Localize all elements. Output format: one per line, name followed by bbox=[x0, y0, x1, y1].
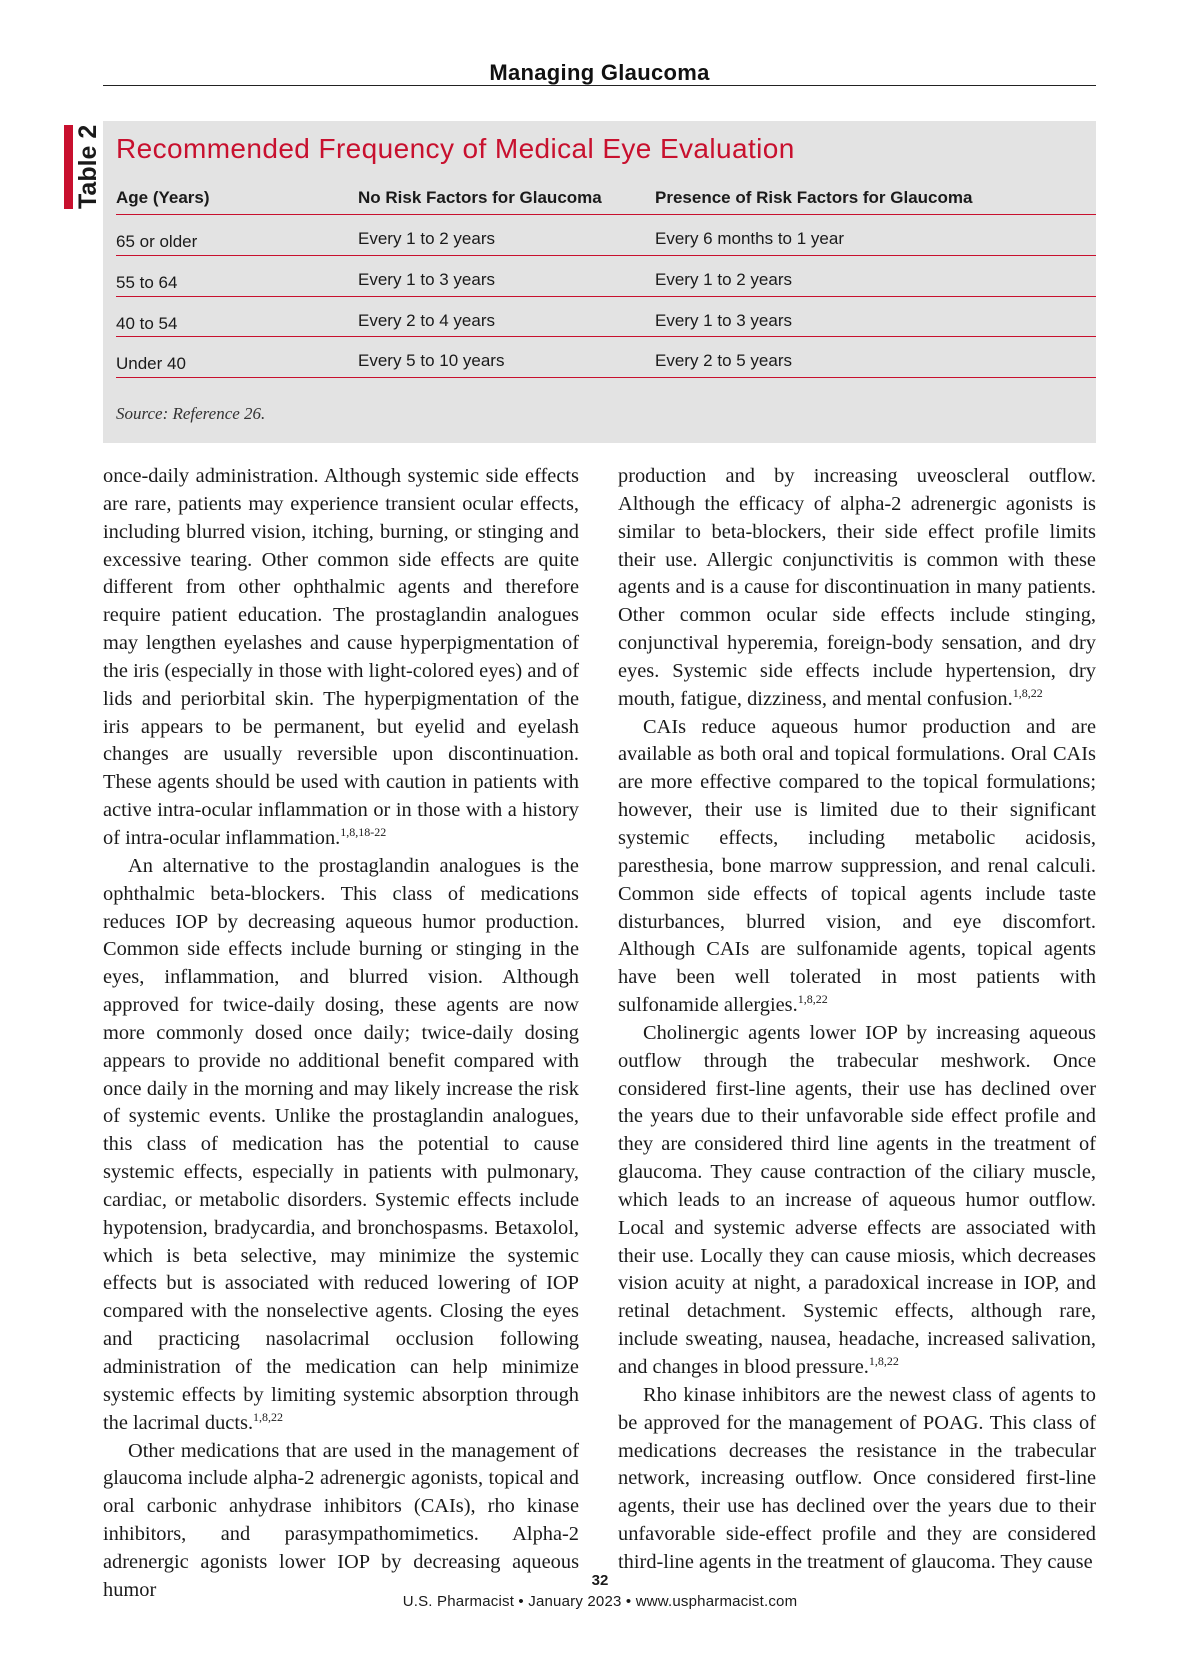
body-paragraph: Other medications that are used in the management of glaucoma include alpha-2 adrenergic agonists, topical and oral carbonic anhydrase inhibitors (CAIs), rho kinase inhibitors, and parasympathomimetics. Alpha-2 adrenergic agonists lower IOP by decreasing aqueous humor bbox=[103, 1439, 579, 1601]
table-cell: 55 to 64 bbox=[116, 273, 178, 292]
row-divider bbox=[116, 214, 1096, 215]
row-divider bbox=[116, 377, 1096, 378]
body-paragraph: Cholinergic agents lower IOP by increasing aqueous outflow through the trabecular meshwork. Once considered first-line agents, their use has declined over the years due to their unfavorable side effect profile and they are considered third line agents in the treatment of glaucoma. They cause contraction of the ciliary muscle, which leads to an increase of aqueous humor outflow. Local and systemic adverse effects are associated with their use. Locally they can cause miosis, which decreases vision acuity at night, a paradoxical increase in IOP, and retinal detachment. Systemic effects, although rare, include sweating, nausea, headache, increased salivation, and changes in blood pressure.$^{1,8,22}$ bbox=[618, 1021, 1096, 1378]
body-paragraph: production and by increasing uveoscleral outflow. Although the efficacy of alpha-2 adrenergic agonists is similar to beta-blockers, their side effect profile limits their use. Allergic conjunctivitis is common with these agents and is a cause for discontinuation in many patients. Other common ocular side effects include stinging, conjunctival hyperemia, foreign-body sensation, and dry eyes. Systemic side effects include hypertension, dry mouth, fatigue, dizziness, and mental confusion.$^{1,8,22}$ bbox=[618, 465, 1096, 710]
citation: 1,8,22 bbox=[1012, 685, 1043, 700]
header-rule bbox=[103, 85, 1096, 86]
table-cell: Every 1 to 2 years bbox=[358, 229, 496, 248]
recommendation-table bbox=[103, 121, 1096, 443]
body-paragraph: CAIs reduce aqueous humor production and are available as both oral and topical formulations. Oral CAIs are more effective compared to the topical formulations; however, their use is limited due to their significant systemic effects, including metabolic acidosis, paresthesia, bone marrow suppression, and renal calculi. Common side effects of topical agents include taste disturbances, blurred vision, and eye discomfort. Although CAIs are sulfonamide agents, topical agents have been well tolerated in most patients with sulfonamide allergies.$^{1,8,22}$ bbox=[618, 715, 1096, 1017]
page-number: 32 bbox=[591, 1572, 609, 1589]
table-label-accent-bar bbox=[64, 125, 73, 209]
column-header-no-risk: No Risk Factors for Glaucoma bbox=[358, 188, 602, 207]
table-cell: 65 or older bbox=[116, 232, 198, 251]
table-cell: Every 6 months to 1 year bbox=[655, 229, 844, 248]
citation: 1,8,22 bbox=[868, 1354, 899, 1368]
table-source-note: Source: Reference 26. bbox=[116, 404, 266, 423]
table-cell: 40 to 54 bbox=[116, 314, 178, 333]
row-divider bbox=[116, 336, 1096, 337]
table-cell: Every 2 to 5 years bbox=[655, 351, 793, 370]
table-label-text: Table 2 bbox=[74, 124, 102, 210]
table-cell: Every 5 to 10 years bbox=[358, 351, 505, 370]
body-paragraph: An alternative to the prostaglandin analogues is the ophthalmic beta-blockers. This class of medications reduces IOP by decreasing aqueous humor production. Common side effects include burning or stinging in the eyes, inflammation, and blurred vision. Although approved for twice-daily dosing, these agents are now more commonly dosed once daily; twice-daily dosing appears to provide no additional benefit compared with once daily in the morning and may likely increase the risk of systemic events. Unlike the prostaglandin analogues, this class of medication has the potential to cause systemic effects, especially in patients with pulmonary, cardiac, or metabolic disorders. Systemic effects include hypotension, bradycardia, and bronchospasms. Betaxolol, which is beta selective, may minimize the systemic effects but is associated with reduced lowering of IOP compared with the nonselective agents. Closing the eyes and practicing nasolacrimal occlusion following administration of the medication can help minimize systemic effects by limiting systemic absorption through the lacrimal ducts.$^{1,8,22}$ bbox=[103, 854, 579, 1434]
row-divider bbox=[116, 296, 1096, 297]
citation: 1,8,22 bbox=[253, 1409, 284, 1424]
row-divider bbox=[116, 255, 1096, 256]
table-cell: Every 1 to 3 years bbox=[358, 270, 496, 289]
table-cell: Every 1 to 2 years bbox=[655, 270, 793, 289]
body-column-right bbox=[618, 463, 1096, 1577]
table-label bbox=[62, 122, 106, 212]
body-paragraph: once-daily administration. Although systemic side effects are rare, patients may experience transient ocular effects, including blurred vision, itching, burning, or stinging and excessive tearing. Other common side effects are quite different from other ophthalmic agents and therefore require patient education. The prostaglandin analogues may lengthen eyelashes and cause hyperpigmentation of the iris (especially in those with light-colored eyes) and of lids and periorbital skin. The hyperpigmentation of the iris appears to be permanent, but eyelid and eyelash changes are usually reversible upon discontinuation. These agents should be used with caution in patients with active intra-ocular inflammation or in those with a history of intra-ocular inflammation.$^{1,8,18-22}$ bbox=[103, 465, 579, 849]
running-header-title: Managing Glaucoma bbox=[489, 60, 710, 85]
column-header-age: Age (Years) bbox=[116, 188, 210, 207]
body-paragraph: Rho kinase inhibitors are the newest class of agents to be approved for the management of POAG. This class of medications decreases the resistance in the trabecular network, increasing outflow. Once considered first-line agents, their use has declined over the years due to their unfavorable side-effect profile and they are considered third-line agents in the treatment of glaucoma. They cause bbox=[618, 1383, 1096, 1573]
table-title: Recommended Frequency of Medical Eye Evaluation bbox=[116, 133, 795, 164]
footer-publication-line: U.S. Pharmacist • January 2023 • www.uspharmacist.com bbox=[402, 1593, 798, 1610]
citation: 1,8,22 bbox=[797, 992, 828, 1007]
citation: 1,8,18-22 bbox=[340, 824, 387, 839]
table-cell: Under 40 bbox=[116, 354, 186, 373]
table-cell: Every 1 to 3 years bbox=[655, 311, 793, 330]
table-cell: Every 2 to 4 years bbox=[358, 311, 496, 330]
body-column-left bbox=[103, 463, 579, 1605]
column-header-risk: Presence of Risk Factors for Glaucoma bbox=[655, 188, 973, 207]
